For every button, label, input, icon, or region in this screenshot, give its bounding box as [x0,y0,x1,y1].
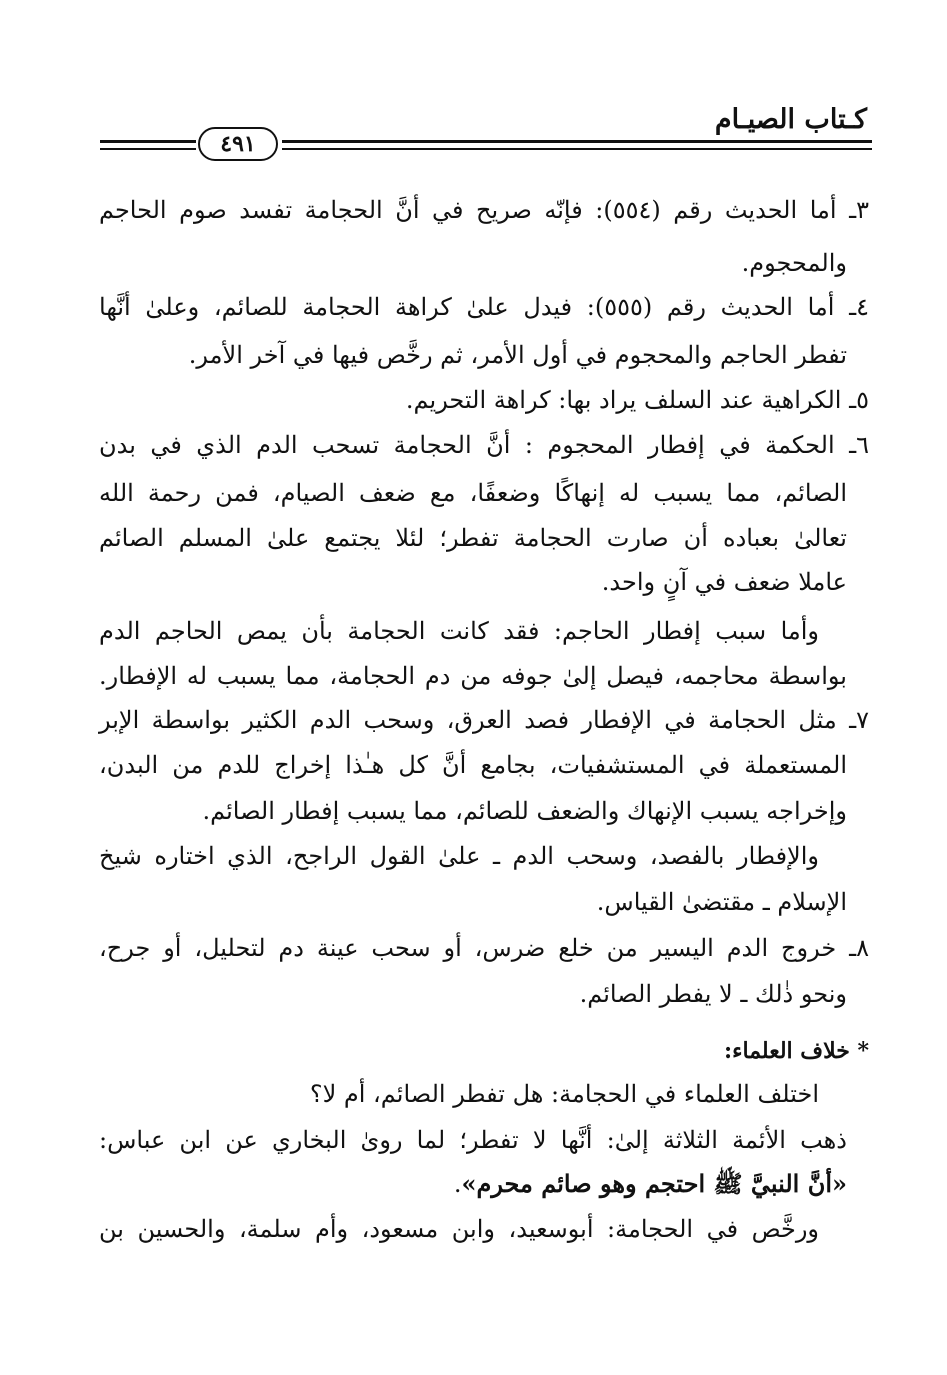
text-line: ونحو ذٰلك ـ لا يفطر الصائم. [579,980,847,1008]
section-heading: * خلاف العلماء: [724,1038,869,1064]
text-line: ٦ـ الحكمة في إفطار المحجوم : أنَّ الحجامة تسحب الدم الذي في بدن [99,431,869,459]
text-line: ذهب الأئمة الثلاثة إلىٰ: أنَّها لا تفطر؛ لما روىٰ البخاري عن ابن عباس: [99,1126,847,1154]
text-line: عاملا ضعف في آنٍ واحد. [601,568,847,596]
text-line: وإخراجه يسبب الإنهاك والضعف للصائم، مما يسبب إفطار الصائم. [202,797,847,825]
page-number-text: ٤٩١ [220,131,256,157]
running-header-title: كـتاب الصيـام [714,104,867,135]
text-line: وأما سبب إفطار الحاجم: فقد كانت الحجامة بأن يمص الحاجم الدم [99,617,819,645]
text-line: تفطر الحاجم والمحجوم في أول الأمر، ثم رخَّص فيها في آخر الأمر. [188,341,847,369]
text-line: والإفطار بالفصد، وسحب الدم ـ علىٰ القول الراجح، الذي اختاره شيخ [99,842,819,870]
hadith-quote: «أنَّ النبيَّ ﷺ احتجم وهو صائم محرم» [461,1169,847,1198]
text-line: والمحجوم. [741,249,847,277]
text-line: ٨ـ خروج الدم اليسير من خلع ضرس، أو سحب عينة دم لتحليل، أو جرح، [99,934,870,962]
page-number [198,127,278,161]
hadith-end: . [453,1170,462,1198]
header-rule-left [100,140,196,143]
hadith-line [454,1170,847,1199]
text-line: تعالىٰ بعباده أن صارت الحجامة تفطر؛ لئلا يجتمع علىٰ المسلم الصائم [99,524,847,552]
text-line: اختلف العلماء في الحجامة: هل تفطر الصائم، أم لا؟ [309,1080,819,1108]
header-rule-right-thin [282,148,872,150]
text-line: ٤ـ أما الحديث رقم (٥٥٥): فيدل علىٰ كراهة الحجامة للصائم، وعلىٰ أنَّها [99,293,869,321]
text-line: ٧ـ مثل الحجامة في الإفطار فصد العرق، وسحب الدم الكثير بواسطة الإبر [99,706,869,734]
text-line: ورخَّص في الحجامة: أبوسعيد، وابن مسعود، وأم سلمة، والحسين بن [99,1215,819,1243]
text-line: بواسطة محاجمه، فيصل إلىٰ جوفه من دم الحجامة، مما يسبب له الإفطار. [99,662,847,690]
text-line: ٥ـ الكراهية عند السلف يراد بها: كراهة التحريم. [405,386,869,414]
text-line: المستعملة في المستشفيات، بجامع أنَّ كل هـٰذا إخراج للدم من البدن، [99,751,847,779]
text-line: الصائم، مما يسبب له إنهاكًا وضعفًا، مع ضعف الصيام، فمن رحمة الله [99,479,847,507]
text-line: الإسلام ـ مقتضىٰ القياس. [596,888,847,916]
text-line: ٣ـ أما الحديث رقم (٥٥٤): فإنّه صريح في أنَّ الحجامة تفسد صوم الحاجم [99,196,869,224]
header-rule-right [282,140,872,143]
header-rule-left-thin [100,148,196,150]
